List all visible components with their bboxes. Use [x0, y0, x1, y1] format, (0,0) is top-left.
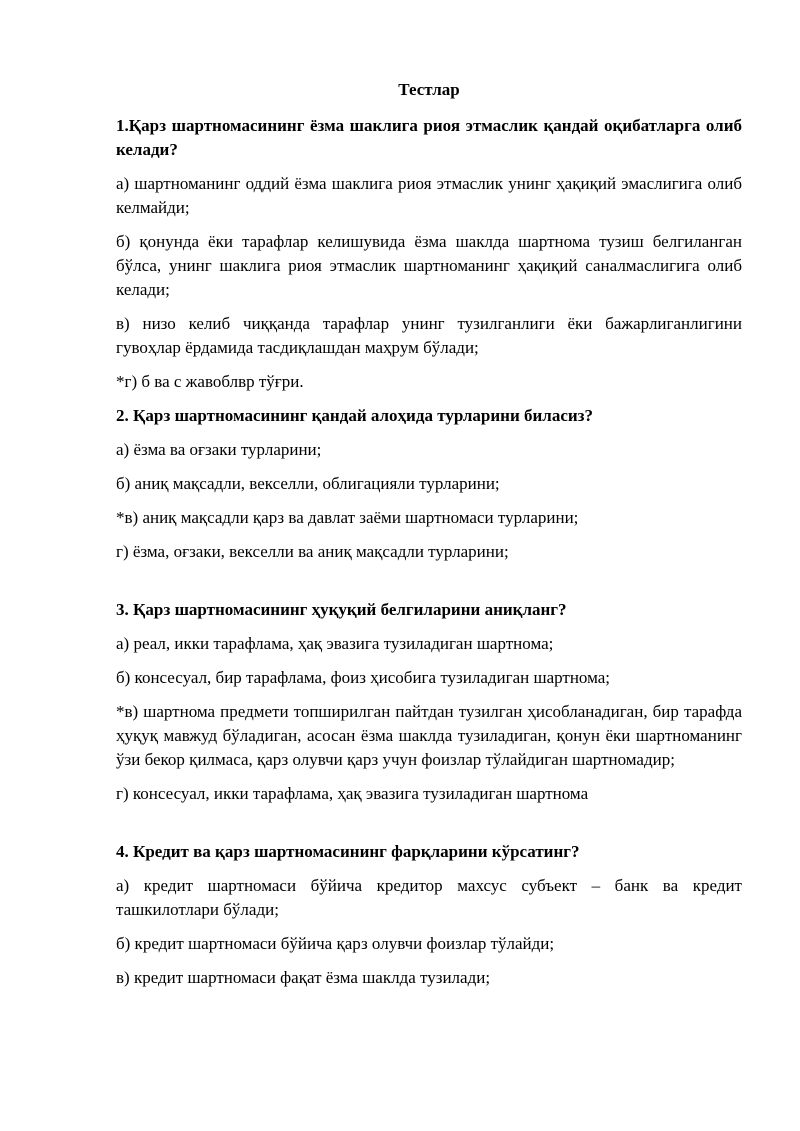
- question-2-option-d: г) ёзма, оғзаки, векселли ва аниқ мақсадли турларини;: [116, 542, 509, 561]
- question-1: 1.Қарз шартномасининг ёзма шаклига риоя этмаслик қандай оқибатларга олиб келади?: [116, 116, 742, 159]
- question-4-option-b: б) кредит шартномаси бўйича қарз олувчи фоизлар тўлайди;: [116, 934, 555, 953]
- question-1-option-c: в) низо келиб чиққанда тарафлар унинг тузилганлиги ёки бажарлиганлигини гувоҳлар ёрдамида тасдиқлашдан маҳрум бўлади;: [116, 314, 742, 357]
- question-3-option-c: *в) шартнома предмети топширилган пайтдан тузилган ҳисобланадиган, бир тарафда ҳуқуқ мавжуд бўладиган, асосан ёзма шаклда тузиладиган, қонун ёки шартноманинг ўзи бекор қилмаса, қарз олувчи қарз учун фоизлар тўлайдиган шартномадир;: [116, 702, 742, 769]
- question-4-option-c: в) кредит шартномаси фақат ёзма шаклда тузилади;: [116, 968, 491, 987]
- question-2-option-c: *в) аниқ мақсадли қарз ва давлат заёми шартномаси турларини;: [116, 508, 579, 527]
- question-2: 2. Қарз шартномасининг қандай алоҳида турларини биласиз?: [116, 406, 593, 425]
- question-3-option-a: а) реал, икки тарафлама, ҳақ эвазига тузиладиган шартнома;: [116, 634, 554, 653]
- question-3: 3. Қарз шартномасининг ҳуқуқий белгиларини аниқланг?: [116, 600, 567, 619]
- question-3-option-b: б) консесуал, бир тарафлама, фоиз ҳисобига тузиладиган шартнома;: [116, 668, 611, 687]
- question-4: 4. Кредит ва қарз шартномасининг фарқларини кўрсатинг?: [116, 842, 580, 861]
- question-1-option-d: *г) б ва с жавоблвр тўғри.: [116, 372, 304, 391]
- page-title: Тестлар: [398, 80, 460, 99]
- question-3-option-d: г) консесуал, икки тарафлама, ҳақ эвазига тузиладиган шартнома: [116, 784, 589, 803]
- question-1-option-a: а) шартноманинг оддий ёзма шаклига риоя этмаслик унинг ҳақиқий эмаслигига олиб келмайди;: [116, 174, 742, 217]
- document-page: [116, 78, 742, 1000]
- question-2-option-b: б) аниқ мақсадли, векселли, облигацияли турларини;: [116, 474, 500, 493]
- question-2-option-a: а) ёзма ва оғзаки турларини;: [116, 440, 322, 459]
- question-4-option-a: а) кредит шартномаси бўйича кредитор махсус субъект – банк ва кредит ташкилотлари бўлади;: [116, 876, 742, 919]
- question-1-option-b: б) қонунда ёки тарафлар келишувида ёзма шаклда шартнома тузиш белгиланган бўлса, унинг шаклига риоя этмаслик шартноманинг ҳақиқий саналмаслигига олиб келади;: [116, 232, 742, 299]
